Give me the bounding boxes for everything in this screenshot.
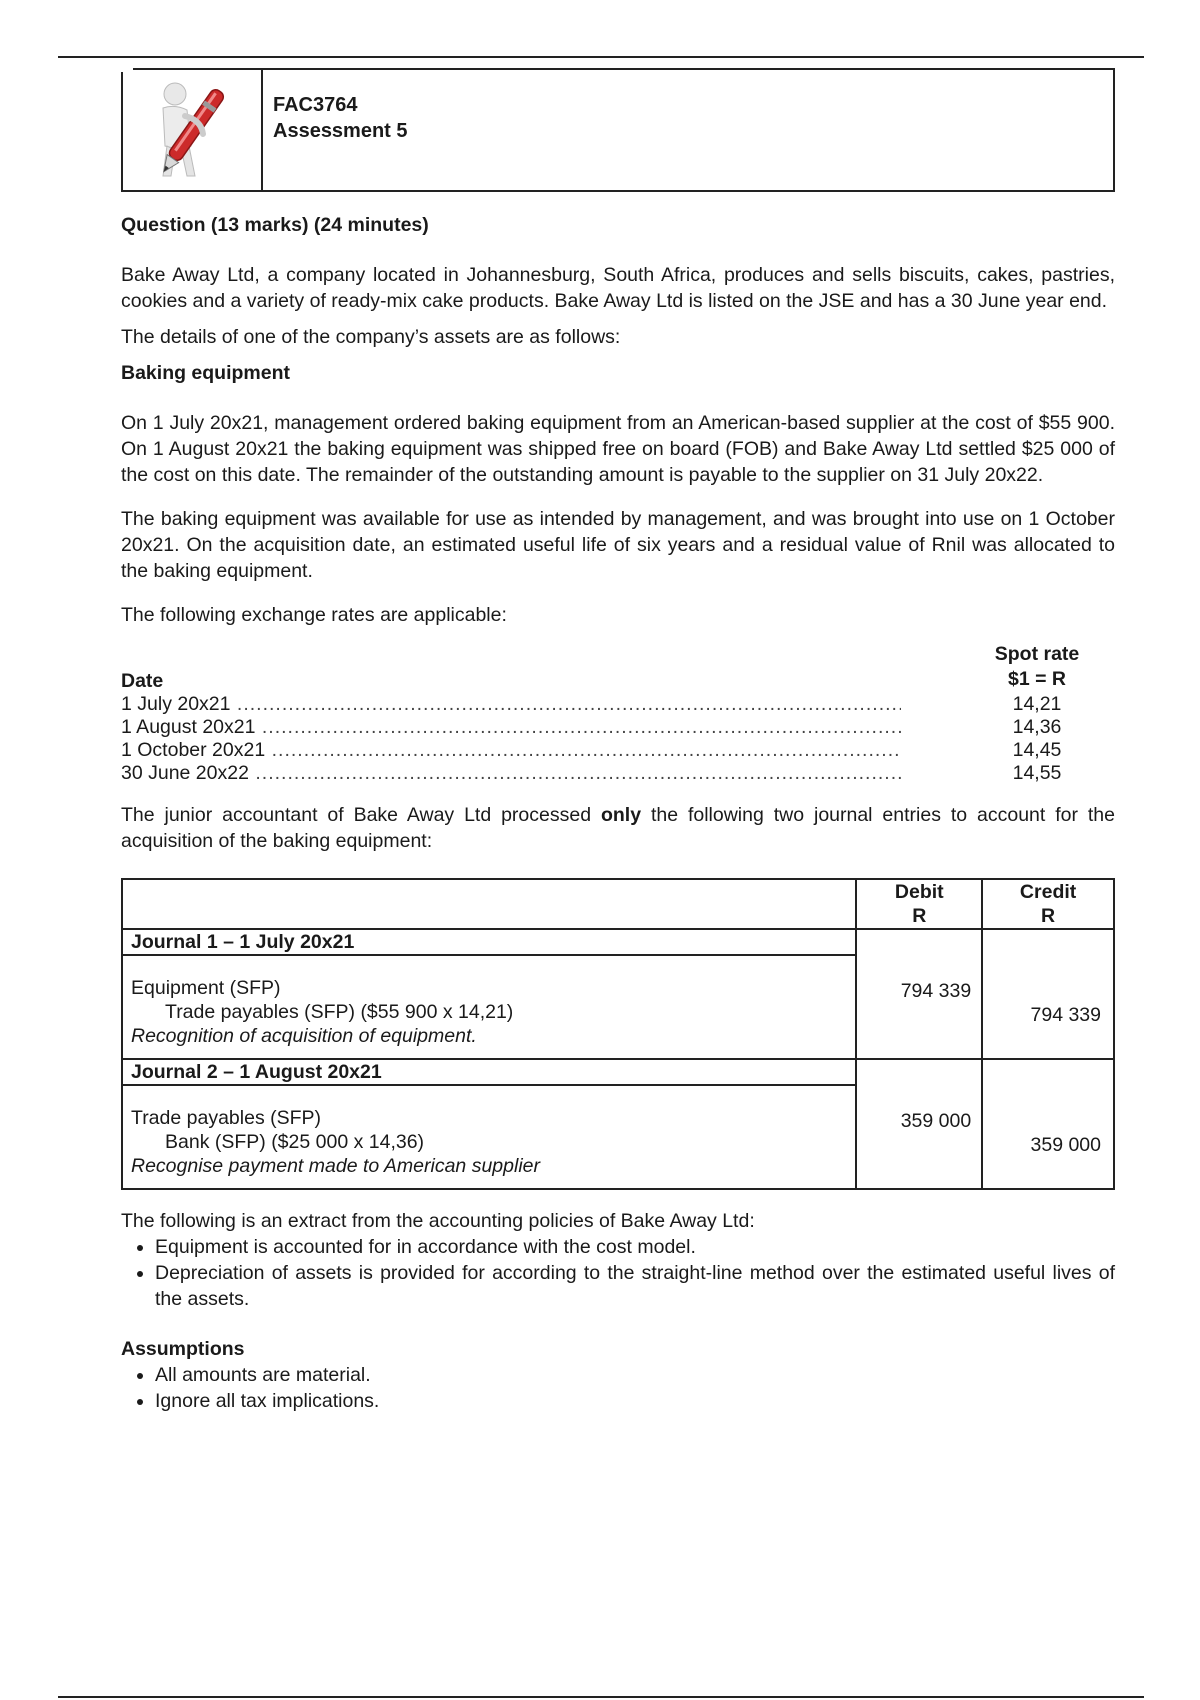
policies-list xyxy=(121,1234,1115,1312)
rate-value: 14,55 xyxy=(1012,762,1062,784)
rate-date: 1 July 20x21 ..... xyxy=(121,692,901,716)
debit-amount: 794 339 xyxy=(856,929,982,1059)
credit-header: Credit R xyxy=(982,879,1114,929)
assumptions-list xyxy=(121,1362,1115,1414)
credit-account: Bank (SFP) ($25 000 x 14,36) xyxy=(165,1131,425,1153)
equipment-paragraph-1: On 1 July 20x21, management ordered baking equipment from an American-based supplier at the cost of $55 900. On 1 August 20x21 the baking equipment was shipped free on board (FOB) and Bake Away Ltd settled $25 000 of the cost on this date. The remainder of the outstanding amount is payable to the supplier on 31 July 20x22. xyxy=(121,412,1115,486)
junior-accountant-paragraph: The junior accountant of Bake Away Ltd processed only the following two journal entries to account for the acquisition of the baking equipment: xyxy=(121,804,1115,852)
list-item: • Equipment is accounted for in accordance with the cost model. xyxy=(155,1234,1115,1260)
rates-date-header: Date xyxy=(121,670,164,692)
policies-intro: The following is an extract from the accounting policies of Bake Away Ltd: xyxy=(121,1210,755,1232)
rate-date: 1 August 20x21 ..... xyxy=(121,715,901,739)
spot-header-line2: $1 = R xyxy=(1008,668,1066,690)
assumptions-heading: Assumptions xyxy=(121,1338,245,1360)
rate-value: 14,36 xyxy=(1012,716,1062,738)
rate-row xyxy=(121,761,1115,785)
journal-title-row xyxy=(122,929,1114,955)
asset-intro: The details of one of the company’s assets are as follows: xyxy=(121,326,621,348)
rate-value: 14,45 xyxy=(1012,739,1062,761)
intro-paragraph: Bake Away Ltd, a company located in Johannesburg, South Africa, produces and sells biscuits, cakes, pastries, cookies and a variety of ready-mix cake products. Bake Away Ltd is listed on the JSE and has a 30 June year end. xyxy=(121,264,1115,312)
course-code: FAC3764 xyxy=(273,94,358,116)
rate-row xyxy=(121,692,1115,716)
credit-amount: 794 339 xyxy=(982,929,1114,1059)
journal-title: Journal 2 – 1 August 20x21 xyxy=(122,1059,856,1085)
rate-value: 14,21 xyxy=(1012,693,1062,715)
debit-header: Debit R xyxy=(856,879,982,929)
logo-cell xyxy=(123,70,263,190)
list-item: • Ignore all tax implications. xyxy=(155,1388,1115,1414)
rates-spot-header xyxy=(981,642,1093,692)
list-item: • All amounts are material. xyxy=(155,1362,1115,1388)
journal-title-row xyxy=(122,1059,1114,1085)
journal-title: Journal 1 – 1 July 20x21 xyxy=(122,929,856,955)
journal-header-row xyxy=(122,879,1114,929)
journal-table xyxy=(121,878,1115,1190)
rate-date: 30 June 20x22 ..... xyxy=(121,761,901,785)
equipment-paragraph-2: The baking equipment was available for use as intended by management, and was brought into use on 1 October 20x21. On the acquisition date, an estimated useful life of six years and a residual value of Rnil was allocated to the baking equipment. xyxy=(121,508,1115,582)
question-title: Question (13 marks) (24 minutes) xyxy=(121,214,429,236)
narration: Recognition of acquisition of equipment. xyxy=(131,1025,477,1047)
credit-account: Trade payables (SFP) ($55 900 x 14,21) xyxy=(165,1001,514,1023)
exchange-rates-table xyxy=(121,642,1115,784)
top-rule xyxy=(58,56,1144,58)
rate-row xyxy=(121,738,1115,762)
spot-header-line1: Spot rate xyxy=(994,643,1080,665)
credit-amount: 359 000 xyxy=(982,1059,1114,1189)
journal-body xyxy=(122,955,856,1059)
document-page xyxy=(121,68,1115,1414)
header-box xyxy=(121,68,1115,192)
asset-heading: Baking equipment xyxy=(121,362,291,384)
journal-header-blank xyxy=(122,879,856,929)
rate-date: 1 October 20x21 ..... xyxy=(121,738,901,762)
list-item: • Depreciation of assets is provided for according to the straight-line method over the estimated useful lives of the assets. xyxy=(155,1260,1115,1312)
journal-body xyxy=(122,1085,856,1189)
debit-account: Equipment (SFP) xyxy=(131,977,281,999)
header-title-block xyxy=(263,70,418,190)
pen-figure-icon xyxy=(141,76,241,186)
bottom-rule xyxy=(58,1696,1144,1698)
rates-intro: The following exchange rates are applicable: xyxy=(121,604,507,626)
debit-amount: 359 000 xyxy=(856,1059,982,1189)
assessment-title: Assessment 5 xyxy=(273,120,408,142)
narration: Recognise payment made to American supplier xyxy=(131,1155,540,1177)
debit-account: Trade payables (SFP) xyxy=(131,1107,322,1129)
rate-row xyxy=(121,715,1115,739)
